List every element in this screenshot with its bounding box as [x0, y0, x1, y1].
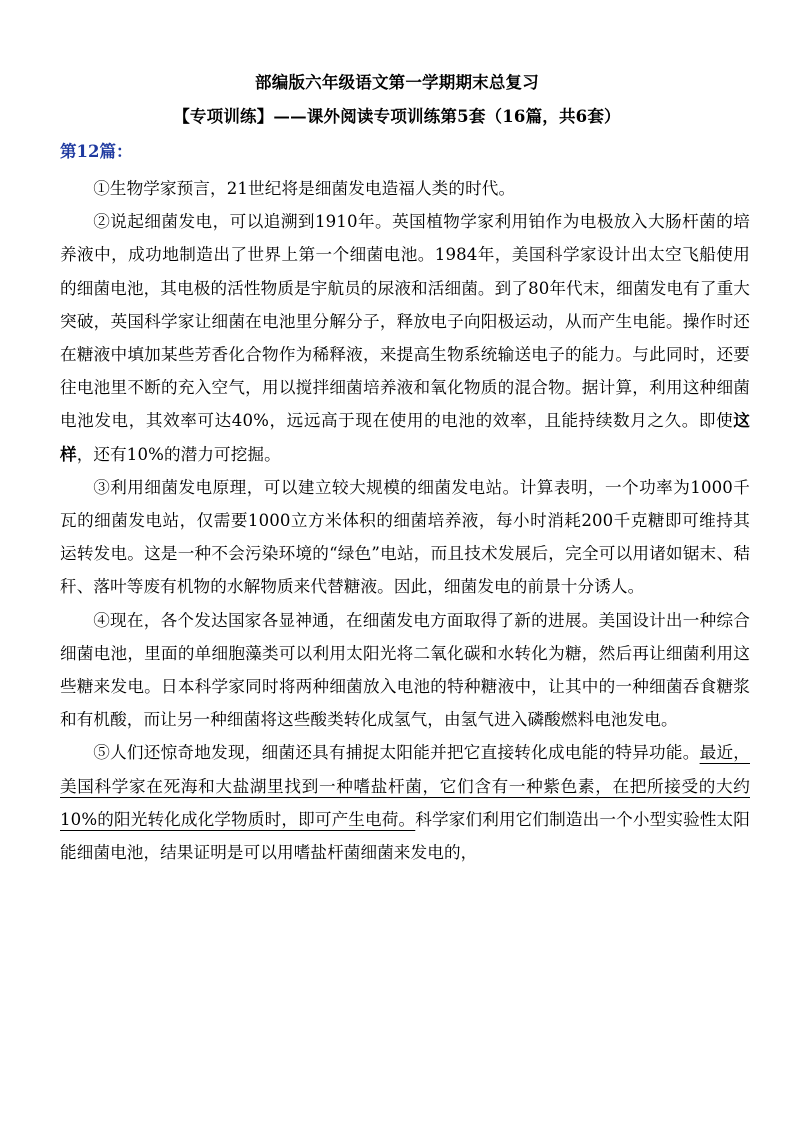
paragraph-2 — [60, 205, 750, 471]
paragraph-5-end: 科学家们利用它们制造出一个小型实验性太阳能细菌电池，结果证明是可以用嗜盐杆菌细菌来发电的， — [60, 809, 750, 863]
paragraph-2-text: ②说起细菌发电，可以追溯到1910年。英国植物学家利用铂作为电极放入大肠杆菌的培养液中，成功地制造出了世界上第一个细菌电池。1984年，美国科学家设计出太空飞船使用的细菌电池，其电极的活性物质是宇航员的尿液和活细菌。到了80年代末，细菌发电有了重大突破，英国科学家让细菌在电池里分解分子，释放电子向阳极运动，从而产生电能。操作时还在糖液中填加某些芳香化合物作为稀释液，来提高生物系统输送电子的能力。与此同时，还要往电池里不断的充入空气，用以搅拌细菌培养液和氧化物质的混合物。据计算，利用这种细菌电池发电，其效率可达40%，远远高于现在使用的电池的效率，且能持续数月之久。即使 — [60, 212, 750, 431]
document-subtitle: 【专项训练】——课外阅读专项训练第5套（16篇，共6套） — [173, 107, 621, 126]
paragraph-4: ④现在，各个发达国家各显神通，在细菌发电方面取得了新的进展。美国设计出一种综合细菌电池，里面的单细胞藻类可以利用太阳光将二氧化碳和水转化为糖，然后再让细菌利用这些糖来发电。日本科学家同时将两种细菌放入电池的特种糖液中，让其中的一种细菌吞食糖浆和有机酸，而让另一种细菌将这些酸类转化成氢气，由氢气进入磷酸燃料电池发电。 — [60, 610, 750, 730]
underlined-sentence: 最近，美国科学家在死海和大盐湖里找到一种嗜盐杆菌，它们含有一种紫色素，在把所接受的大约10%的阳光转化成化学物质时，即可产生电荷。 — [60, 743, 750, 829]
section-label: 第12篇： — [60, 142, 133, 161]
paragraph-3: ③利用细菌发电原理，可以建立较大规模的细菌发电站。计算表明，一个功率为1000千瓦的细菌发电站，仅需要1000立方米体积的细菌培养液，每小时消耗200千克糖即可维持其运转发电。这是一种不会污染环境的“绿色”电站，而且技术发展后，完全可以用诸如锯末、秸秆、落叶等废有机物的水解物质来代替糖液。因此，细菌发电的前景十分诱人。 — [60, 477, 750, 597]
article-body — [60, 172, 750, 869]
paragraph-2-end: ，还有10%的潜力可挖掘。 — [76, 444, 281, 464]
paragraph-1: ①生物学家预言，21世纪将是细菌发电造福人类的时代。 — [93, 179, 516, 198]
paragraph-2-bold-word: 这样 — [60, 410, 750, 464]
paragraph-5-start: ⑤人们还惊奇地发现，细菌还具有捕捉太阳能并把它直接转化成电能的特异功能。 — [93, 743, 700, 763]
document-title: 部编版六年级语文第一学期期末总复习 — [255, 73, 539, 92]
paragraph-5 — [60, 736, 750, 869]
